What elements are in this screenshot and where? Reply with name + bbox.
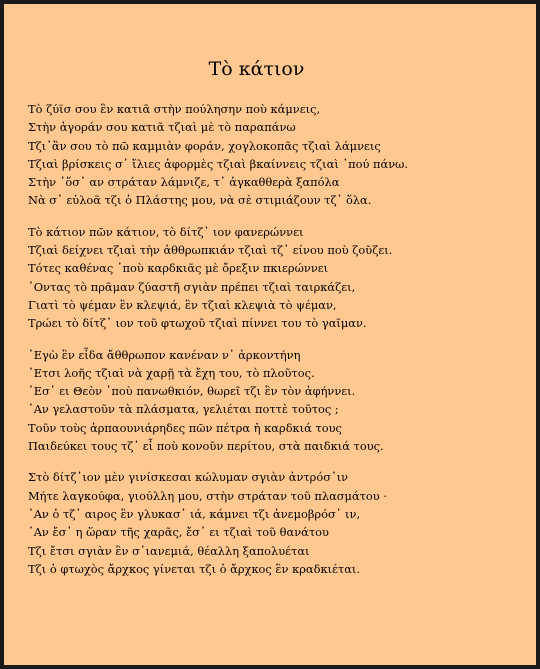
poem-line: Τζι ὁ φτωχὸς ἄρχκος γίνεται τζι ὁ ἄρχκος ἓν κραδκιέται.: [28, 561, 361, 576]
poem-line: Τότες καθένας ᾽ποὺ καρδκιᾶς μὲ ὄρεξιν πκιερώννει: [28, 261, 329, 276]
poem-line: ᾿Εσ᾽ ει Θεὸν ᾽ποὺ πανωθκιόν, θωρεῖ τζι ἓν τὸν ἀφήννει.: [28, 384, 356, 399]
poem-line: ᾿Οντας τὸ πρᾶμαν ζύαστῆ σγιὰν πρέπει τζιαὶ ταιρκάζει,: [28, 279, 356, 294]
poem-line: Τζιαὶ δείχνει τζιαὶ τὴν ἀθθρωπκιάν τζιαὶ τζ᾿ είνου ποὺ ζοῦζει.: [28, 243, 393, 258]
poem-line: ᾿Αν ἔσ᾽ η ὥραν τῆς χαρᾶς, ἔσ᾽ ει τζιαὶ τοῦ θανάτου: [28, 525, 329, 540]
stanza-3: [28, 346, 528, 456]
poem-line: Στὴν ᾽ὅσ᾽ αν στράταν λάμνιζε, τ᾽ ἀγκαθθερὰ ξαπόλα: [28, 175, 340, 190]
stanza-1: [28, 100, 528, 210]
poem-line: Τὸ κάτιον πῶν κάτιον, τὸ δίτζ᾿ ιον φανερώννει: [28, 224, 304, 239]
poem-line: ᾿Εγὼ ἓν εἶδα ἄθθρωπον κανέναν ν᾽ ἀρκοντήνη: [28, 347, 301, 362]
poem-title: Τὸ κάτιον: [208, 58, 305, 80]
poem-line: Στὴν ἀγοράν σου κατιᾶ τζιαὶ μὲ τὸ παραπάνω: [28, 120, 296, 135]
poem-line: Νὰ σ᾿ εὐλοᾶ τζι ὁ Πλάστης μου, νὰ σὲ στιμιάζουν τζ᾿ ὅλα.: [28, 193, 372, 208]
poem-line: Τρώει τὸ δίτζ᾿ ιον τοῦ φτωχοῦ τζιαὶ πίννει του τὸ γαῖμαν.: [28, 316, 367, 331]
poem-line: Μήτε λαγκούφα, γιούλλη μου, στὴν στράταν τοῦ πλασμάτου ·: [28, 488, 387, 503]
poem-line: Παιδεύκει τους τζ᾿ εἶ ποὺ κονοῦν περίτου, στὰ παιδκιά τους.: [28, 439, 384, 454]
poem-line: Γιατὶ τὸ ψέμαν ἓν κλεψιά, ἓν τζιαὶ κλεψιὰ τὸ ψέμαν,: [28, 297, 337, 312]
poem-line: Τζιαὶ βρίσκεις σ᾿ ἴλιες ἀφορμὲς τζιαὶ βκαίννεις τζιαὶ ᾽πού πάνω.: [28, 156, 409, 171]
poem-line: ᾿Ετσι λοῆς τζιαὶ νὰ χαρῇ τὰ ἔχη του, τὸ πλοῦτος.: [28, 365, 315, 380]
poem-line: Τοῦν τοὺς ἀρπαουνιάρηδες πῶν πέτρα ἡ καρδκιά τους: [28, 420, 342, 435]
poem-line: ᾿Αν γελαστοῦν τὰ πλάσματα, γελιέται ποττὲ τοῦτος ;: [28, 402, 339, 417]
poem-line: Τὸ ζύϊσ σου ἓν κατιᾶ στὴν πούλησην ποὺ κάμνεις,: [28, 102, 321, 116]
poem-line: Τζι᾿ἂν σου τὸ πῶ καμμιὰν φοράν, χογλοκοπᾶς τζιαὶ λάμνεις: [28, 138, 381, 153]
poem-line: ᾿Αν ὁ τζ᾿ αιρος ἓν γλυκασ᾿ ιά, κάμνει τζι ἀνεμοβρόσ᾿ ιν,: [28, 506, 361, 521]
stanza-4: [28, 468, 528, 578]
poem-body: [28, 100, 528, 591]
stanza-2: [28, 223, 528, 333]
poem-line: Στὸ δίτζ᾿ιον μὲν γινίσκεσαι κώλυμαν σγιὰν ἀντρόσ᾿ιν: [28, 470, 349, 485]
poem-line: Τζι ἔτσι σγιὰν ἓν σ᾿ιανεμιά, θέαλλη ξαπολυέται: [28, 543, 310, 558]
